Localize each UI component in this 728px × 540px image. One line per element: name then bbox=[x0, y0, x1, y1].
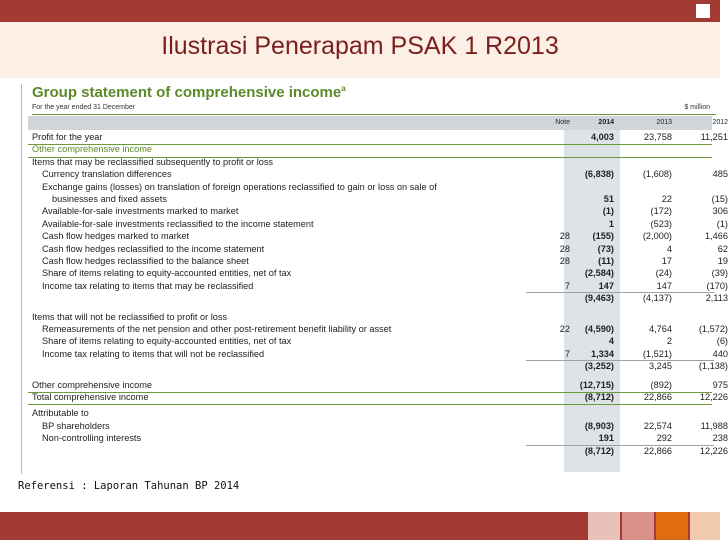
statement-row bbox=[28, 293, 728, 305]
row-label: Other comprehensive income bbox=[32, 379, 153, 390]
row-value-2012: 19 bbox=[717, 256, 728, 266]
reference-footer: Referensi : Laporan Tahunan BP 2014 bbox=[18, 480, 240, 492]
row-value-2012: 62 bbox=[717, 243, 728, 254]
row-value-2014: (8,903) bbox=[584, 420, 614, 431]
row-value-2012: (1,572) bbox=[698, 324, 728, 334]
statement-row bbox=[28, 243, 728, 256]
row-label: Available-for-sale investments reclassified to the income statement bbox=[42, 218, 314, 229]
row-value-2013: (24) bbox=[655, 268, 672, 279]
row-label: Items that may be reclassified subsequently to profit or loss bbox=[32, 156, 274, 167]
row-note: 28 bbox=[559, 243, 570, 254]
row-value-2012: (6) bbox=[716, 336, 728, 347]
row-value-2014: (3,252) bbox=[584, 361, 614, 372]
row-value-2013: (172) bbox=[650, 206, 672, 217]
row-value-2013: (4,137) bbox=[642, 293, 672, 304]
row-value-2014: 51 bbox=[603, 194, 614, 204]
row-value-2013: (892) bbox=[650, 379, 672, 390]
row-value-2014: (155) bbox=[592, 231, 614, 242]
row-value-2012: 11,988 bbox=[700, 420, 728, 431]
column-header-note: Note bbox=[555, 119, 570, 126]
row-note: 7 bbox=[564, 348, 570, 359]
footer-square-3 bbox=[656, 512, 688, 540]
column-header-2014: 2014 bbox=[598, 119, 614, 126]
statement-row bbox=[28, 280, 728, 293]
period-text: For the year ended 31 December bbox=[32, 104, 136, 111]
footer-square-2 bbox=[622, 512, 654, 540]
statement-row bbox=[28, 256, 728, 268]
row-value-2013: 17 bbox=[661, 256, 672, 266]
row-value-2012: 485 bbox=[712, 169, 728, 180]
row-label: Attributable to bbox=[32, 408, 89, 419]
statement-title-text: Group statement of comprehensive income bbox=[32, 84, 342, 101]
statement-row bbox=[28, 206, 728, 218]
row-value-2014: 4 bbox=[608, 336, 614, 347]
statement-row bbox=[28, 433, 728, 445]
footer-square-1 bbox=[588, 512, 620, 540]
column-header-2012: 2012 bbox=[712, 119, 728, 126]
top-corner-square bbox=[696, 4, 710, 18]
row-value-2014: (11) bbox=[598, 256, 614, 266]
row-label: Currency translation differences bbox=[42, 169, 172, 180]
left-rule bbox=[21, 84, 22, 474]
statement-row bbox=[28, 182, 712, 194]
financial-statement bbox=[28, 82, 728, 472]
statement-row bbox=[28, 348, 728, 361]
row-value-2014: (73) bbox=[597, 243, 614, 254]
statement-row bbox=[28, 392, 728, 404]
row-value-2013: 147 bbox=[656, 280, 672, 291]
row-value-2014: 147 bbox=[598, 280, 614, 291]
row-value-2012: (1,138) bbox=[698, 361, 728, 372]
statement-row bbox=[28, 312, 712, 324]
statement-row bbox=[28, 361, 728, 373]
statement-row bbox=[28, 408, 712, 420]
row-value-2012: 1,466 bbox=[705, 231, 728, 242]
row-value-2013: 23,758 bbox=[643, 132, 672, 142]
row-value-2013: (523) bbox=[650, 218, 672, 229]
row-value-2012: 238 bbox=[712, 433, 728, 444]
row-label: Items that will not be reclassified to profit or loss bbox=[32, 311, 228, 322]
row-value-2013: (1,608) bbox=[642, 169, 672, 180]
row-note: 7 bbox=[564, 280, 570, 291]
row-value-2012: 12,226 bbox=[699, 445, 728, 456]
row-label: Share of items relating to equity-accounted entities, net of tax bbox=[42, 268, 292, 279]
row-value-2013: 4 bbox=[666, 243, 672, 254]
row-value-2014: (9,463) bbox=[584, 293, 614, 304]
row-label: Cash flow hedges reclassified to the income statement bbox=[42, 243, 265, 254]
statement-row bbox=[28, 169, 728, 181]
statement-row bbox=[28, 157, 712, 169]
row-note: 28 bbox=[559, 231, 570, 242]
row-value-2013: 22,866 bbox=[643, 392, 672, 402]
row-note: 28 bbox=[559, 256, 570, 266]
row-note: 22 bbox=[559, 324, 570, 334]
row-value-2014: 191 bbox=[598, 433, 614, 444]
row-label: Remeasurements of the net pension and other post-retirement benefit liability or asset bbox=[42, 324, 392, 334]
statement-row bbox=[28, 231, 728, 243]
row-value-2014: (12,715) bbox=[579, 379, 614, 390]
row-value-2012: (15) bbox=[711, 194, 728, 204]
period-line bbox=[32, 104, 716, 115]
row-label: Profit for the year bbox=[32, 132, 103, 142]
row-value-2013: 22 bbox=[661, 194, 672, 204]
row-value-2012: 12,226 bbox=[699, 392, 728, 402]
row-value-2013: 22,574 bbox=[643, 420, 672, 431]
row-label: Exchange gains (losses) on translation of foreign operations reclassified to gain or loss on sale of bbox=[42, 181, 437, 192]
row-divider bbox=[28, 404, 712, 405]
row-value-2012: 11,251 bbox=[700, 132, 728, 142]
row-label: Available-for-sale investments marked to market bbox=[42, 206, 239, 217]
row-label: Income tax relating to items that will not be reclassified bbox=[42, 348, 265, 359]
row-label: Other comprehensive income bbox=[32, 144, 153, 155]
statement-title-footnote: a bbox=[341, 84, 346, 93]
row-label: Cash flow hedges marked to market bbox=[42, 231, 190, 242]
row-value-2013: 4,764 bbox=[649, 324, 672, 334]
footer-square-4 bbox=[690, 512, 720, 540]
statement-row bbox=[28, 445, 728, 458]
slide-title: Ilustrasi Penerapam PSAK 1 R2013 bbox=[161, 32, 559, 60]
row-value-2012: 306 bbox=[712, 206, 728, 217]
row-value-2014: (8,712) bbox=[584, 392, 614, 402]
row-label: BP shareholders bbox=[42, 420, 110, 431]
row-label: Income tax relating to items that may be reclassified bbox=[42, 280, 254, 291]
row-value-2012: 975 bbox=[712, 379, 728, 390]
statement-row bbox=[28, 420, 728, 433]
row-value-2014: 1,334 bbox=[591, 348, 614, 359]
row-value-2012: (1) bbox=[716, 218, 728, 229]
row-value-2012: (170) bbox=[706, 280, 728, 291]
row-value-2013: 2 bbox=[666, 336, 672, 347]
row-value-2013: 22,866 bbox=[643, 445, 672, 456]
statement-row bbox=[28, 218, 728, 231]
row-value-2013: 3,245 bbox=[649, 361, 672, 372]
column-header-row bbox=[28, 116, 728, 130]
row-value-2014: (1) bbox=[602, 206, 614, 217]
statement-row bbox=[28, 379, 728, 392]
row-value-2012: 2,113 bbox=[705, 293, 728, 304]
statement-row bbox=[28, 194, 728, 206]
unit-label: $ million bbox=[684, 104, 710, 111]
row-value-2014: (8,712) bbox=[584, 445, 614, 456]
row-label: Total comprehensive income bbox=[32, 392, 149, 402]
statement-row bbox=[28, 336, 728, 348]
row-value-2013: (1,521) bbox=[642, 348, 672, 359]
row-value-2013: (2,000) bbox=[642, 231, 672, 242]
row-value-2014: (4,590) bbox=[584, 324, 614, 334]
row-value-2014: 4,003 bbox=[591, 132, 614, 142]
row-value-2014: 1 bbox=[608, 218, 614, 229]
row-value-2012: (39) bbox=[711, 268, 728, 279]
row-value-2014: (2,584) bbox=[584, 268, 614, 279]
row-label: Share of items relating to equity-accounted entities, net of tax bbox=[42, 336, 292, 347]
row-value-2012: 440 bbox=[712, 348, 728, 359]
statement-row bbox=[28, 268, 728, 280]
statement-row bbox=[28, 144, 712, 156]
row-value-2014: (6,838) bbox=[584, 169, 614, 180]
row-value-2013: 292 bbox=[656, 433, 672, 444]
top-accent-bar bbox=[0, 0, 720, 22]
row-label: Cash flow hedges reclassified to the balance sheet bbox=[42, 256, 249, 266]
statement-row bbox=[28, 324, 728, 336]
statement-row bbox=[28, 132, 728, 144]
row-label: Non-controlling interests bbox=[42, 433, 142, 444]
column-header-2013: 2013 bbox=[656, 119, 672, 126]
row-label: businesses and fixed assets bbox=[52, 194, 167, 204]
statement-title bbox=[32, 84, 346, 101]
